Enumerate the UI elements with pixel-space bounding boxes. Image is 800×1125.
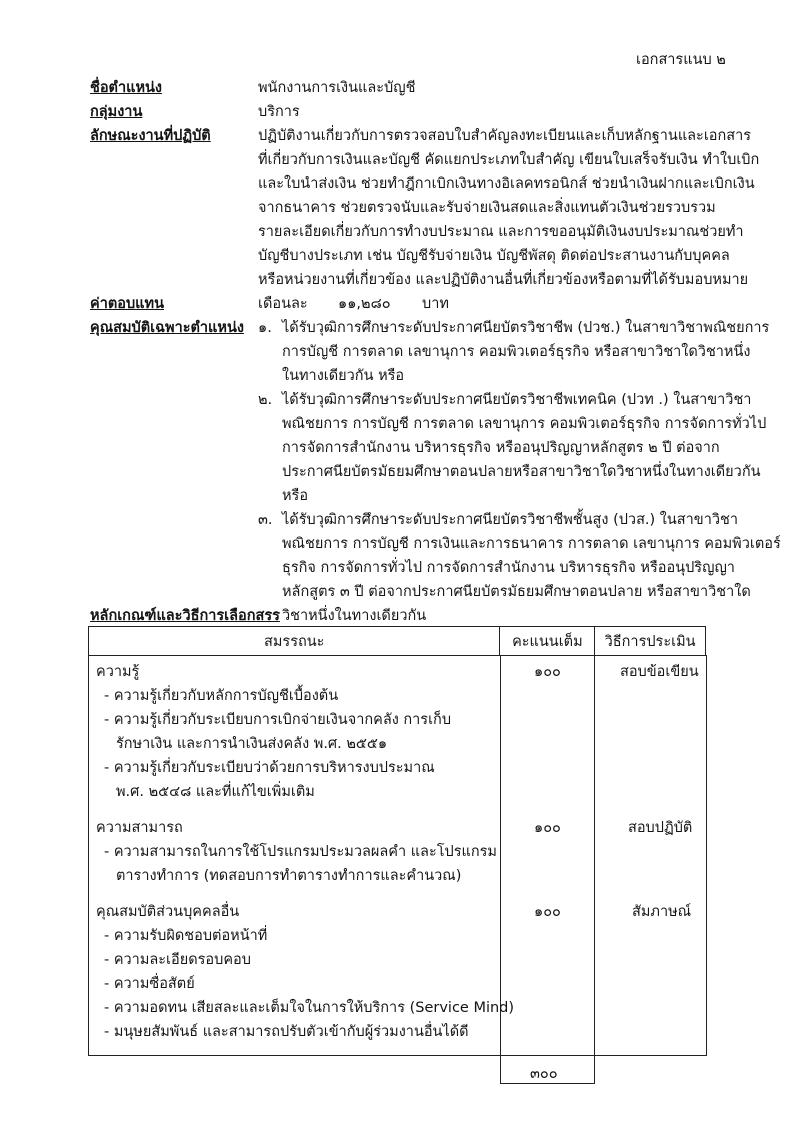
qualification-line: ประกาศนียบัตรมัธยมศึกษาตอนปลายหรือสาขาวิชาใดวิชาหนึ่งในทางเดียวกัน	[282, 464, 761, 480]
position-value: พนักงานการเงินและบัญชี	[258, 80, 416, 96]
qualification-label: คุณสมบัติเฉพาะตำแหน่ง	[90, 320, 244, 336]
position-label: ชื่อตำแหน่ง	[90, 80, 163, 96]
section-score: ๑๐๐	[534, 820, 561, 836]
duty-line: หรือหน่วยงานที่เกี่ยวข้อง และปฏิบัติงานอื่นที่เกี่ยวข้องหรือตามที่ได้รับมอบหมาย	[258, 272, 749, 288]
criteria-line: รักษาเงิน และการนำเงินส่งคลัง พ.ศ. ๒๕๕๑	[116, 736, 388, 752]
criteria-header-row	[89, 627, 706, 656]
qualification-line: พณิชยการ การบัญชี การตลาด เลขานุการ คอมพิวเตอร์ธุรกิจ การจัดการทั่วไป	[282, 416, 767, 432]
qualification-number: ๓.	[258, 512, 273, 528]
qualification-line: หรือ	[282, 488, 309, 504]
section-heading: คุณสมบัติส่วนบุคคลอื่น	[96, 904, 240, 920]
qualification-line: ได้รับวุฒิการศึกษาระดับประกาศนียบัตรวิชาชีพเทคนิค (ปวท .) ในสาขาวิชา	[282, 392, 752, 408]
criteria-line: - ความซื่อสัตย์	[104, 976, 195, 992]
qualification-line: การจัดการสำนักงาน บริหารธุรกิจ หรืออนุปริญญาหลักสูตร ๒ ปี ต่อจาก	[282, 440, 720, 456]
criteria-table	[88, 626, 706, 656]
criteria-line: พ.ศ. ๒๕๔๘ และที่แก้ไขเพิ่มเติม	[116, 784, 315, 800]
duty-line: และใบนำส่งเงิน ช่วยทำฎีกาเบิกเงินทางอิเลคทรอนิกส์ ช่วยนำเงินฝากและเบิกเงิน	[258, 176, 755, 192]
qualification-number: ๒.	[258, 392, 273, 408]
competency-header: สมรรถนะ	[89, 627, 500, 656]
pay-amount: ๑๑,๒๘๐	[338, 296, 391, 312]
duty-label: ลักษณะงานที่ปฏิบัติ	[90, 128, 211, 144]
criteria-line: - ความสามารถในการใช้โปรแกรมประมวลผลคำ และโปรแกรม	[104, 844, 497, 860]
duty-line: ปฏิบัติงานเกี่ยวกับการตรวจสอบใบสำคัญลงทะเบียนและเก็บหลักฐานและเอกสาร	[258, 128, 752, 144]
criteria-line: - ความรู้เกี่ยวกับระเบียบว่าด้วยการบริหารงบประมาณ	[104, 760, 435, 776]
qualification-number: ๑.	[258, 320, 272, 336]
score-header: คะแนนเต็ม	[500, 627, 595, 656]
criteria-line: - ความรู้เกี่ยวกับระเบียบการเบิกจ่ายเงินจากคลัง การเก็บ	[104, 712, 452, 728]
section-score: ๑๐๐	[534, 664, 561, 680]
qualification-line: ในทางเดียวกัน หรือ	[282, 368, 405, 384]
qualification-line: วิชาหนึ่งในทางเดียวกัน	[282, 608, 427, 624]
pay-label: ค่าตอบแทน	[90, 296, 164, 312]
table-border-left	[88, 655, 89, 1055]
table-border-bottom	[88, 1055, 707, 1056]
section-method: สอบข้อเขียน	[620, 664, 699, 680]
criteria-line: ตารางทำการ (ทดสอบการทำตารางทำการและคำนวณ)	[116, 868, 462, 884]
qualification-line: พณิชยการ การบัญชี การเงินและการธนาคาร การตลาด เลขานุการ คอมพิวเตอร์	[282, 536, 781, 552]
criteria-line: - ความรู้เกี่ยวกับหลักการบัญชีเบื้องต้น	[104, 688, 339, 704]
criteria-line: - ความละเอียดรอบคอบ	[104, 952, 251, 968]
criteria-title: หลักเกณฑ์และวิธีการเลือกสรร	[90, 608, 280, 624]
qualification-line: ได้รับวุฒิการศึกษาระดับประกาศนียบัตรวิชาชีพ (ปวช.) ในสาขาวิชาพณิชยการ	[282, 320, 770, 336]
section-method: สัมภาษณ์	[632, 904, 692, 920]
table-border-mid2	[594, 655, 595, 1083]
duty-line: บัญชีบางประเภท เช่น บัญชีรับจ่ายเงิน บัญชีพัสดุ ติดต่อประสานงานกับบุคคล	[258, 248, 730, 264]
total-score: ๓๐๐	[530, 1066, 558, 1082]
section-score: ๑๐๐	[534, 904, 561, 920]
qualification-line: ธุรกิจ การจัดการทั่วไป การจัดการสำนักงาน บริหารธุรกิจ หรืออนุปริญญา	[282, 560, 735, 576]
method-header: วิธีการประเมิน	[595, 627, 706, 656]
criteria-line: - ความอดทน เสียสละและเต็มใจในการให้บริการ (Service Mind)	[104, 1000, 515, 1016]
criteria-line: - มนุษยสัมพันธ์ และสามารถปรับตัวเข้ากับผู้ร่วมงานอื่นได้ดี	[104, 1024, 469, 1040]
duty-line: จากธนาคาร ช่วยตรวจนับและรับจ่ายเงินสดและสิ่งแทนตัวเงินช่วยรวบรวม	[258, 200, 716, 216]
duty-line: รายละเอียดเกี่ยวกับการทำงบประมาณ และการขออนุมัติเงินงบประมาณช่วยทำ	[258, 224, 744, 240]
pay-prefix: เดือนละ	[258, 296, 308, 312]
qualification-line: ได้รับวุฒิการศึกษาระดับประกาศนียบัตรวิชาชีพชั้นสูง (ปวส.) ในสาขาวิชา	[282, 512, 738, 528]
pay-unit: บาท	[422, 296, 449, 312]
group-value: บริการ	[258, 104, 300, 120]
section-heading: ความรู้	[96, 664, 140, 680]
duty-line: ที่เกี่ยวกับการเงินและบัญชี คัดแยกประเภทใบสำคัญ เขียนใบเสร็จรับเงิน ทำใบเบิก	[258, 152, 760, 168]
section-heading: ความสามารถ	[96, 820, 183, 836]
qualification-line: หลักสูตร ๓ ปี ต่อจากประกาศนียบัตรมัธยมศึกษาตอนปลาย หรือสาขาวิชาใด	[282, 584, 751, 600]
criteria-line: - ความรับผิดชอบต่อหน้าที่	[104, 928, 268, 944]
table-border-right	[706, 655, 707, 1055]
annex-label: เอกสารแนบ ๒	[636, 52, 726, 68]
group-label: กลุ่มงาน	[90, 104, 143, 120]
section-method: สอบปฏิบัติ	[628, 820, 693, 836]
qualification-line: การบัญชี การตลาด เลขานุการ คอมพิวเตอร์ธุรกิจ หรือสาขาวิชาใดวิชาหนึ่ง	[282, 344, 751, 360]
